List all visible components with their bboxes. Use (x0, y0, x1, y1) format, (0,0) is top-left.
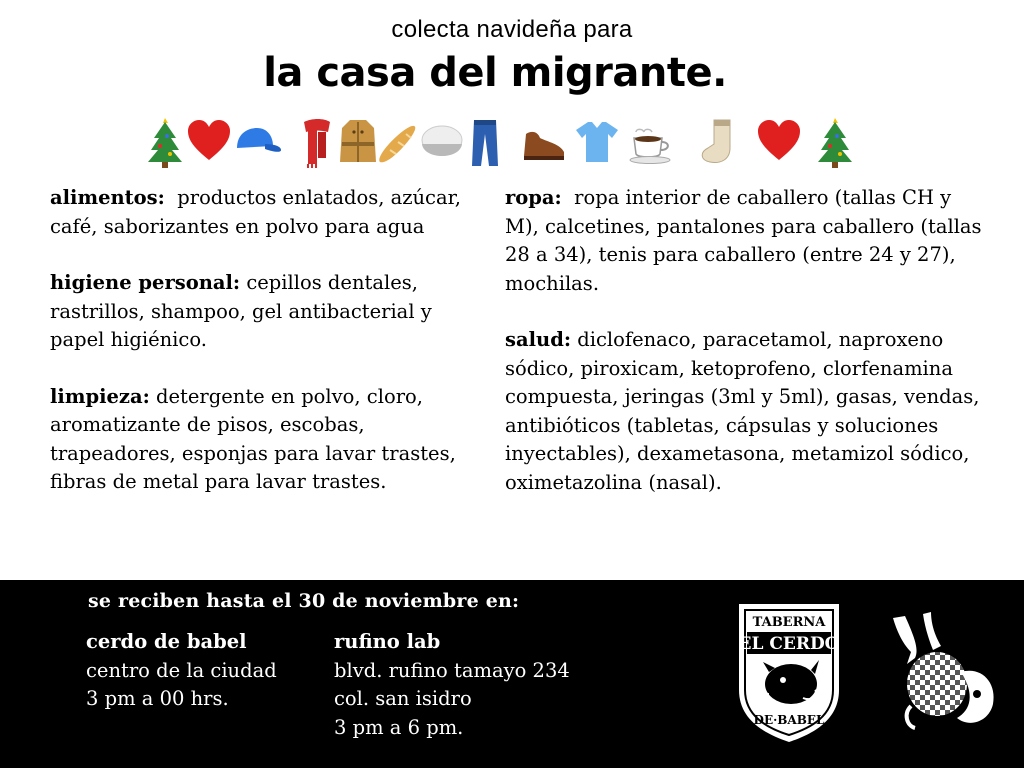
deadline-text: se reciben hasta el 30 de noviembre en: (88, 590, 520, 612)
section-label: salud: (505, 328, 572, 351)
coffee-icon (630, 129, 670, 163)
section-label: higiene personal: (50, 271, 241, 294)
sock-icon (702, 120, 730, 162)
section-text: cepillos dentales, rastrillos, shampoo, gel antibacterial y papel higiénico. (50, 271, 432, 351)
heart-icon (758, 120, 800, 160)
section-label: alimentos: (50, 186, 165, 209)
shoe-icon (524, 132, 564, 160)
location-cerdo-de-babel (86, 628, 277, 714)
coat-icon (340, 120, 376, 162)
right-column (505, 184, 985, 525)
footer (0, 580, 1024, 768)
falling-pig-logo (885, 610, 1000, 735)
svg-text:TABERNA: TABERNA (752, 615, 826, 630)
section-label: limpieza: (50, 384, 150, 408)
christmas-tree-icon (818, 118, 852, 168)
section-text: ropa interior de caballero (tallas CH y M), calcetines, pantalones para caballero (tallas 28 a 34), tenis para caballero (entre 24 y 27), mochilas. (505, 186, 982, 295)
section-alimentos (50, 184, 490, 241)
location-area: col. san isidro (334, 687, 472, 710)
cap-icon (237, 128, 281, 152)
christmas-tree-icon (148, 118, 182, 168)
location-hours: 3 pm a 00 hrs. (86, 687, 229, 710)
section-text: diclofenaco, paracetamol, naproxeno sódico, piroxicam, ketoprofeno, clorfenamina compuesta, jeringas (3ml y 5ml), gasas, vendas, antibióticos (tabletas, cápsulas y soluciones inyectables), dexametasona, metamizol sódico, oximetazolina (nasal). (505, 328, 980, 494)
svg-text:EL CERDO: EL CERDO (738, 634, 840, 654)
shirt-icon (576, 122, 618, 162)
subtitle: colecta navideña para (391, 16, 633, 43)
jeans-icon (472, 120, 498, 166)
section-limpieza (50, 383, 490, 497)
section-label: ropa: (505, 186, 562, 209)
left-column (50, 184, 490, 525)
section-text: productos enlatados, azúcar, café, saborizantes en polvo para agua (50, 186, 461, 238)
section-salud (505, 326, 985, 497)
location-rufino-lab (334, 628, 570, 742)
bread-icon (379, 126, 415, 162)
svg-text:DE·BABEL: DE·BABEL (753, 713, 825, 727)
rice-bowl-icon (422, 126, 462, 156)
page-title: la casa del migrante. (263, 50, 727, 96)
section-higiene (50, 269, 490, 355)
location-address: blvd. rufino tamayo 234 (334, 658, 570, 682)
emoji-row (140, 112, 890, 172)
location-hours: 3 pm a 6 pm. (334, 715, 464, 739)
section-text: detergente en polvo, cloro, aromatizante de pisos, escobas, trapeadores, esponjas para lavar trastes, fibras de metal para lavar trastes. (50, 384, 456, 493)
heart-icon (188, 120, 230, 160)
location-area: centro de la ciudad (86, 658, 277, 682)
tavern-logo (733, 598, 845, 744)
scarf-icon (304, 119, 330, 168)
location-name: rufino lab (334, 630, 441, 653)
section-ropa (505, 184, 985, 298)
location-name: cerdo de babel (86, 630, 247, 653)
